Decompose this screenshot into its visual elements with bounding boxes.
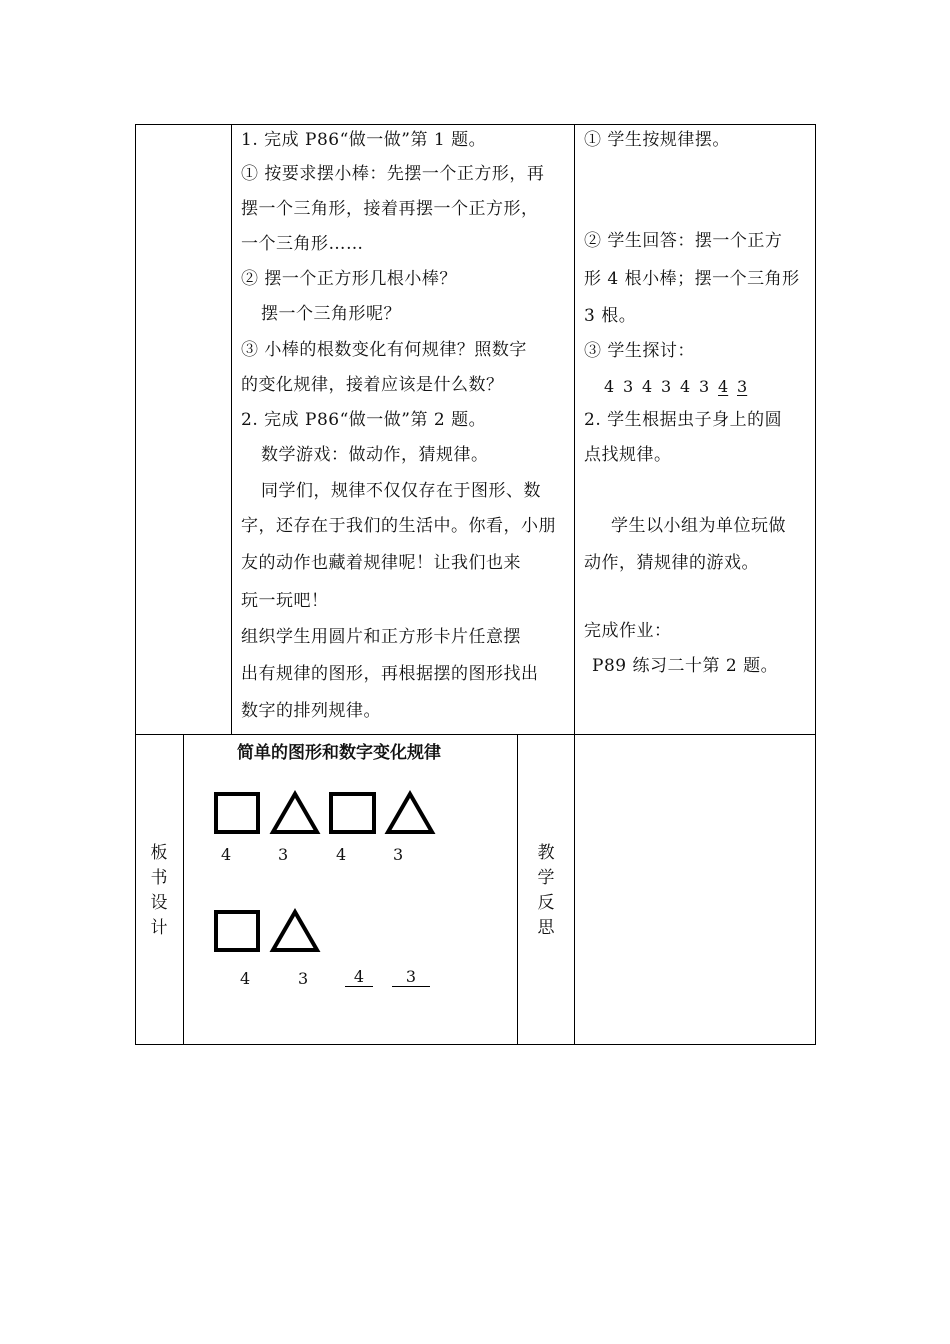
student-line: P89 练习二十第 2 题。 (592, 656, 779, 676)
sequence-number: 4 (604, 377, 615, 396)
teacher-line: 1. 完成 P86“做一做”第 1 题。 (241, 130, 487, 150)
teacher-line: 2. 完成 P86“做一做”第 2 题。 (241, 410, 487, 430)
teacher-line: 数学游戏：做动作，猜规律。 (261, 445, 489, 465)
sequence-number: 3 (623, 377, 634, 396)
sequence-number: 4 (680, 377, 691, 396)
square-shape (331, 794, 374, 832)
blank-answer: 4 (345, 968, 373, 987)
board-shapes-row-1 (200, 780, 450, 850)
teacher-line: 的变化规律，接着应该是什么数？ (241, 375, 504, 395)
sequence-blank-answer: 4 (718, 377, 729, 396)
student-line: ② 学生回答：摆一个正方 (584, 231, 783, 251)
column-divider-1 (231, 124, 232, 735)
student-line: 3 根。 (584, 306, 637, 326)
teacher-line: 数字的排列规律。 (241, 701, 381, 721)
teacher-line: 摆一个三角形呢？ (261, 304, 401, 324)
table-right-border-upper (815, 124, 816, 735)
student-line: 形 4 根小棒；摆一个三角形 (584, 269, 800, 289)
triangle-shape (273, 912, 317, 950)
teacher-line: ② 摆一个正方形几根小棒？ (241, 269, 457, 289)
board-content-divider (517, 734, 518, 1045)
shape-count-number: 4 (336, 845, 347, 864)
sequence-blank-answer: 3 (737, 377, 748, 396)
teacher-line: 同学们，规律不仅仅存在于图形、数 (261, 481, 541, 501)
shape-count-number: 3 (298, 969, 309, 988)
table-right-border-lower (815, 734, 816, 1045)
teacher-line: 字，还存在于我们的生活中。你看，小朋 (241, 516, 556, 536)
board-title: 简单的图形和数字变化规律 (237, 743, 441, 763)
student-line: 动作，猜规律的游戏。 (584, 553, 759, 573)
row-divider (135, 734, 816, 735)
shape-count-number: 4 (240, 969, 251, 988)
student-line: 2. 学生根据虫子身上的圆 (584, 410, 783, 430)
triangle-shape (273, 794, 317, 832)
teacher-line: 组织学生用圆片和正方形卡片任意摆 (241, 627, 521, 647)
teacher-line: ① 按要求摆小棒：先摆一个正方形，再 (241, 164, 545, 184)
teacher-line: 玩一玩吧！ (241, 591, 329, 611)
sequence-number: 3 (699, 377, 710, 396)
sequence-number: 3 (661, 377, 672, 396)
reflection-label: 教学反思 (537, 843, 555, 938)
reflection-label-divider (574, 734, 575, 1045)
table-left-border-lower (135, 734, 136, 1045)
teacher-line: 一个三角形…… (241, 234, 364, 254)
shape-count-number: 3 (393, 845, 404, 864)
square-shape (216, 794, 258, 832)
teacher-line: ③ 小棒的根数变化有何规律？照数字 (241, 340, 527, 360)
student-line: 学生以小组为单位玩做 (611, 516, 786, 536)
board-shapes-row-2 (200, 898, 340, 968)
board-design-label: 板书设计 (150, 843, 168, 938)
shape-count-number: 4 (221, 845, 232, 864)
student-line: ③ 学生探讨： (584, 341, 695, 361)
table-left-border-upper (135, 124, 136, 735)
blank-answer: 3 (392, 968, 430, 987)
teacher-line: 友的动作也藏着规律呢！让我们也来 (241, 553, 521, 573)
sequence-number: 4 (642, 377, 653, 396)
column-divider-2 (574, 124, 575, 735)
teacher-line: 出有规律的图形，再根据摆的图形找出 (241, 664, 539, 684)
teacher-line: 摆一个三角形，接着再摆一个正方形， (241, 199, 539, 219)
table-bottom-border (135, 1044, 816, 1045)
student-line: 点找规律。 (584, 445, 672, 465)
board-label-divider (183, 734, 184, 1045)
triangle-shape (388, 794, 432, 832)
student-line: 完成作业： (584, 621, 672, 641)
shape-count-number: 3 (278, 845, 289, 864)
student-line: ① 学生按规律摆。 (584, 130, 730, 150)
square-shape (216, 912, 258, 950)
